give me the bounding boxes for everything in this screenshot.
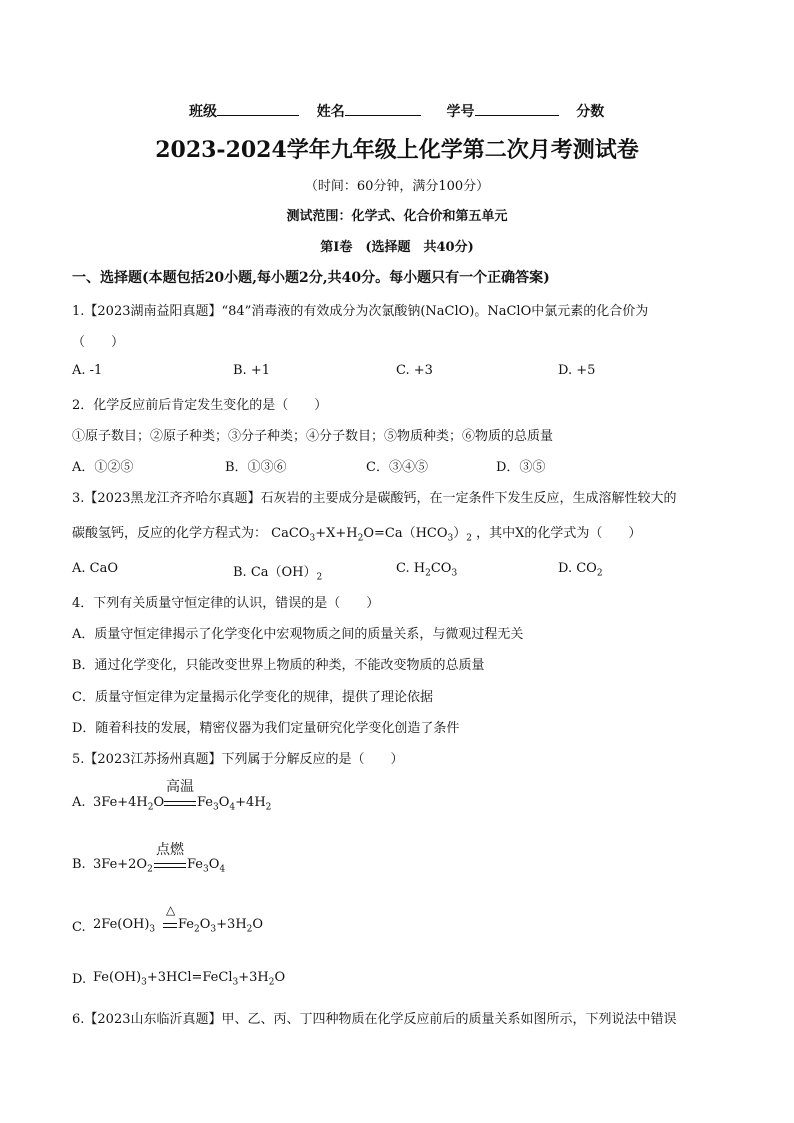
name-label: 姓名 <box>316 104 345 120</box>
q1-option-b: B. +1 <box>233 363 270 378</box>
q2-option-a: A．①②⑤ <box>72 460 134 475</box>
q1-option-a: A. -1 <box>72 363 103 378</box>
q2-option-b: B．①③⑥ <box>225 460 287 475</box>
q3-equation: $CaCO_3+X+H_2O=Ca(HCO_3)_2$ <box>271 526 473 544</box>
exam-title: 2023-2024学年九年级上化学第二次月考测试卷 <box>155 137 639 163</box>
q5-option-a-left: $3Fe+4H_2O$ <box>93 795 165 813</box>
q5-option-c-equals <box>163 923 177 928</box>
q3-line2-text: 碳酸氢钙，反应的化学方程式为： <box>72 526 268 541</box>
q1-option-d: D. +5 <box>558 363 596 378</box>
class-label: 班级 <box>189 104 217 120</box>
q1-option-c: C. +3 <box>396 363 433 378</box>
q4-option-d: D．随着科技的发展，精密仪器为我们定量研究化学变化创造了条件 <box>72 721 460 736</box>
q2-option-c: C．③④⑤ <box>366 460 428 475</box>
q6-stem: 6.【2023山东临沂真题】甲、乙、丙、丁四种物质在化学反应前后的质量关系如图所示，下列说法中错误 <box>72 1012 677 1027</box>
q4-option-c: C．质量守恒定律为定量揭示化学变化的规律，提供了理论依据 <box>72 690 433 705</box>
q5-option-b-label: B. <box>72 857 86 872</box>
q1-paren: （ ） <box>72 335 125 350</box>
q3-line2 <box>72 522 641 544</box>
q1-stem: 1.【2023湖南益阳真题】“84”消毒液的有效成分为次氯酸钠(NaClO)。NaClO中氯元素的化合价为 <box>72 304 649 319</box>
id-blank <box>475 101 559 116</box>
q5-option-a-equals <box>164 801 196 806</box>
q3-stem: 3.【2023黑龙江齐齐哈尔真题】石灰岩的主要成分是碳酸钙，在一定条件下发生反应，生成溶解性较大的 <box>72 491 677 506</box>
q4-stem: 4．下列有关质量守恒定律的认识，错误的是（ ） <box>72 596 380 611</box>
q5-option-c-condition: △ <box>166 903 176 917</box>
exam-subtitle: （时间：60分钟，满分100分） <box>304 179 490 194</box>
q5-option-b-condition: 点燃 <box>156 842 184 858</box>
q3-option-d: D. $CO_2$ <box>558 561 603 579</box>
score-label: 分数 <box>576 104 605 120</box>
q3-option-c: C. $H_2CO_3$ <box>396 561 458 579</box>
q5-option-a-label: A. <box>72 795 86 810</box>
q3-option-b: B. $Ca(OH)_2$ <box>233 565 323 583</box>
student-info-line <box>189 101 604 121</box>
test-scope: 测试范围：化学式、化合价和第五单元 <box>286 209 508 224</box>
q2-stem: 2．化学反应前后肯定发生变化的是（ ） <box>72 398 328 413</box>
volume-heading: 第Ⅰ卷 (选择题 共40分) <box>320 240 474 255</box>
q5-option-c-left: $2Fe(OH)_3$ <box>93 917 156 935</box>
q5-option-c-right: $Fe_2O_3+3H_2O$ <box>178 917 264 935</box>
q5-option-a-condition: 高温 <box>166 779 194 795</box>
q5-option-b-equals <box>154 863 186 868</box>
q5-option-b-right: $Fe_3O_4$ <box>187 857 226 875</box>
q5-option-b-left: $3Fe+2O_2$ <box>93 857 153 875</box>
q5-option-d-equation: $Fe(OH)_3+3HCl=FeCl_3+3H_2O$ <box>93 970 286 988</box>
q2-option-d: D．③⑤ <box>496 460 546 475</box>
id-label: 学号 <box>446 104 475 120</box>
name-blank <box>345 101 421 116</box>
q5-option-a-right: $Fe_3O_4+4H_2$ <box>197 795 272 813</box>
q2-items: ①原子数目；②原子种类；③分子种类；④分子数目；⑤物质种类；⑥物质的总质量 <box>72 429 554 444</box>
class-blank <box>217 101 299 116</box>
q3-option-a: A. CaO <box>72 561 119 576</box>
q3-line2-tail: ，其中X的化学式为（ ） <box>476 526 642 541</box>
q5-option-c-label: C. <box>72 920 86 935</box>
q5-option-d-label: D. <box>72 972 87 987</box>
q4-option-b: B．通过化学变化，只能改变世界上物质的种类，不能改变物质的总质量 <box>72 658 485 673</box>
q4-option-a: A．质量守恒定律揭示了化学变化中宏观物质之间的质量关系，与微观过程无关 <box>72 627 524 642</box>
section-heading: 一、选择题(本题包括20小题,每小题2分,共40分。每小题只有一个正确答案) <box>72 270 550 286</box>
q5-stem: 5.【2023江苏扬州真题】下列属于分解反应的是（ ） <box>72 752 404 767</box>
